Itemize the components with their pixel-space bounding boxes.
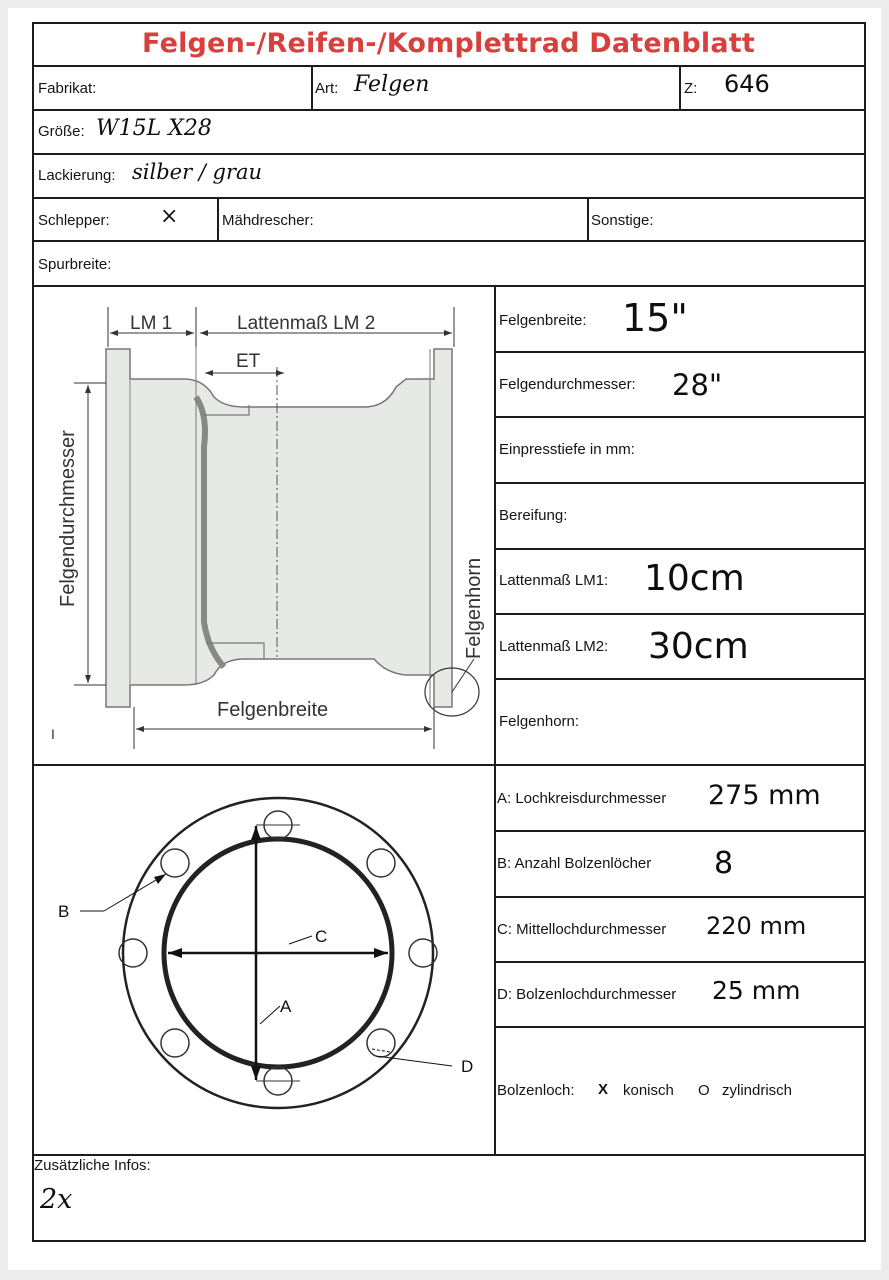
zusatz-label: Zusätzliche Infos: [34,1157,151,1174]
art-label: Art: [315,80,339,97]
divider [32,153,866,155]
divider [494,613,866,615]
felgenhorn-dimension-label: Felgenhorn [463,557,485,659]
d-label: D [461,1057,474,1076]
divider [32,197,866,199]
divider [679,65,681,109]
einpresstiefe-label: Einpresstiefe in mm: [499,441,635,458]
bolzenloecher-value: 8 [714,846,734,881]
felgenbreite-dimension-label: Felgenbreite [217,699,329,721]
lackierung-value: silber / grau [132,160,263,184]
a-label: A [280,997,292,1016]
divider [494,1026,866,1028]
data-sheet [8,8,881,1270]
divider [494,830,866,832]
fabrikat-label: Fabrikat: [38,80,97,97]
divider [587,197,589,240]
diagram-mark: I [51,726,55,742]
divider [32,240,866,242]
zylindrisch-checkbox[interactable]: O [698,1082,710,1099]
z-label: Z: [684,80,698,97]
bolzenloch-label: Bolzenloch: [497,1082,575,1099]
rim-body [106,349,452,707]
mittelloch-value: 220 mm [706,912,807,940]
schlepper-value: × [160,204,179,229]
divider [494,351,866,353]
divider [494,482,866,484]
felgendurchmesser-label: Felgendurchmesser: [499,376,636,393]
groesse-value: W15L X28 [96,116,212,141]
groesse-label: Größe: [38,123,85,140]
c-label: C [315,927,328,946]
maehdrescher-label: Mähdrescher: [222,212,314,229]
lm1-dimension-label: LM 1 [130,313,173,334]
bolt-circle-diagram [34,766,492,1152]
lm2-label: Lattenmaß LM2: [499,638,609,655]
zylindrisch-label: zylindrisch [722,1082,793,1099]
et-dimension-label: ET [236,351,261,372]
bereifung-label: Bereifung: [499,507,568,524]
lochkreis-value: 275 mm [708,780,821,811]
felgenbreite-value: 15" [622,296,688,340]
lm1-value: 10cm [644,558,745,599]
lochkreis-label: A: Lochkreisdurchmesser [497,790,667,807]
divider [494,416,866,418]
lm1-label: Lattenmaß LM1: [499,572,609,589]
felgendurchmesser-dimension-label: Felgendurchmesser [57,430,79,607]
mittelloch-label: C: Mittellochdurchmesser [497,921,667,938]
art-value: Felgen [354,72,430,97]
divider [494,896,866,898]
schlepper-label: Schlepper: [38,212,110,229]
bolzenlochdurchmesser-label: D: Bolzenlochdurchmesser [497,986,677,1003]
zusatz-value: 2x [40,1184,73,1215]
z-value: 646 [724,70,770,98]
divider [32,1154,866,1156]
divider [494,548,866,550]
rim-diagram [34,287,492,763]
b-label: B [58,902,70,921]
divider [494,678,866,680]
felgendurchmesser-value: 28" [672,368,723,402]
divider [311,65,313,109]
felgenbreite-label: Felgenbreite: [499,312,587,329]
bolzenloecher-label: B: Anzahl Bolzenlöcher [497,855,652,872]
spurbreite-label: Spurbreite: [38,256,112,273]
lackierung-label: Lackierung: [38,167,116,184]
lm2-value: 30cm [648,626,749,667]
felgenhorn-label: Felgenhorn: [499,713,580,730]
divider [32,65,866,67]
divider [494,961,866,963]
divider [32,109,866,111]
sonstige-label: Sonstige: [591,212,654,229]
konisch-label: konisch [623,1082,674,1099]
bolzenlochdurchmesser-value: 25 mm [712,976,801,1005]
lm2-dimension-label: Lattenmaß LM 2 [237,313,376,334]
konisch-checkbox[interactable]: X [598,1081,609,1098]
divider [217,197,219,240]
sheet-title: Felgen-/Reifen-/Komplettrad Datenblatt [142,28,755,59]
